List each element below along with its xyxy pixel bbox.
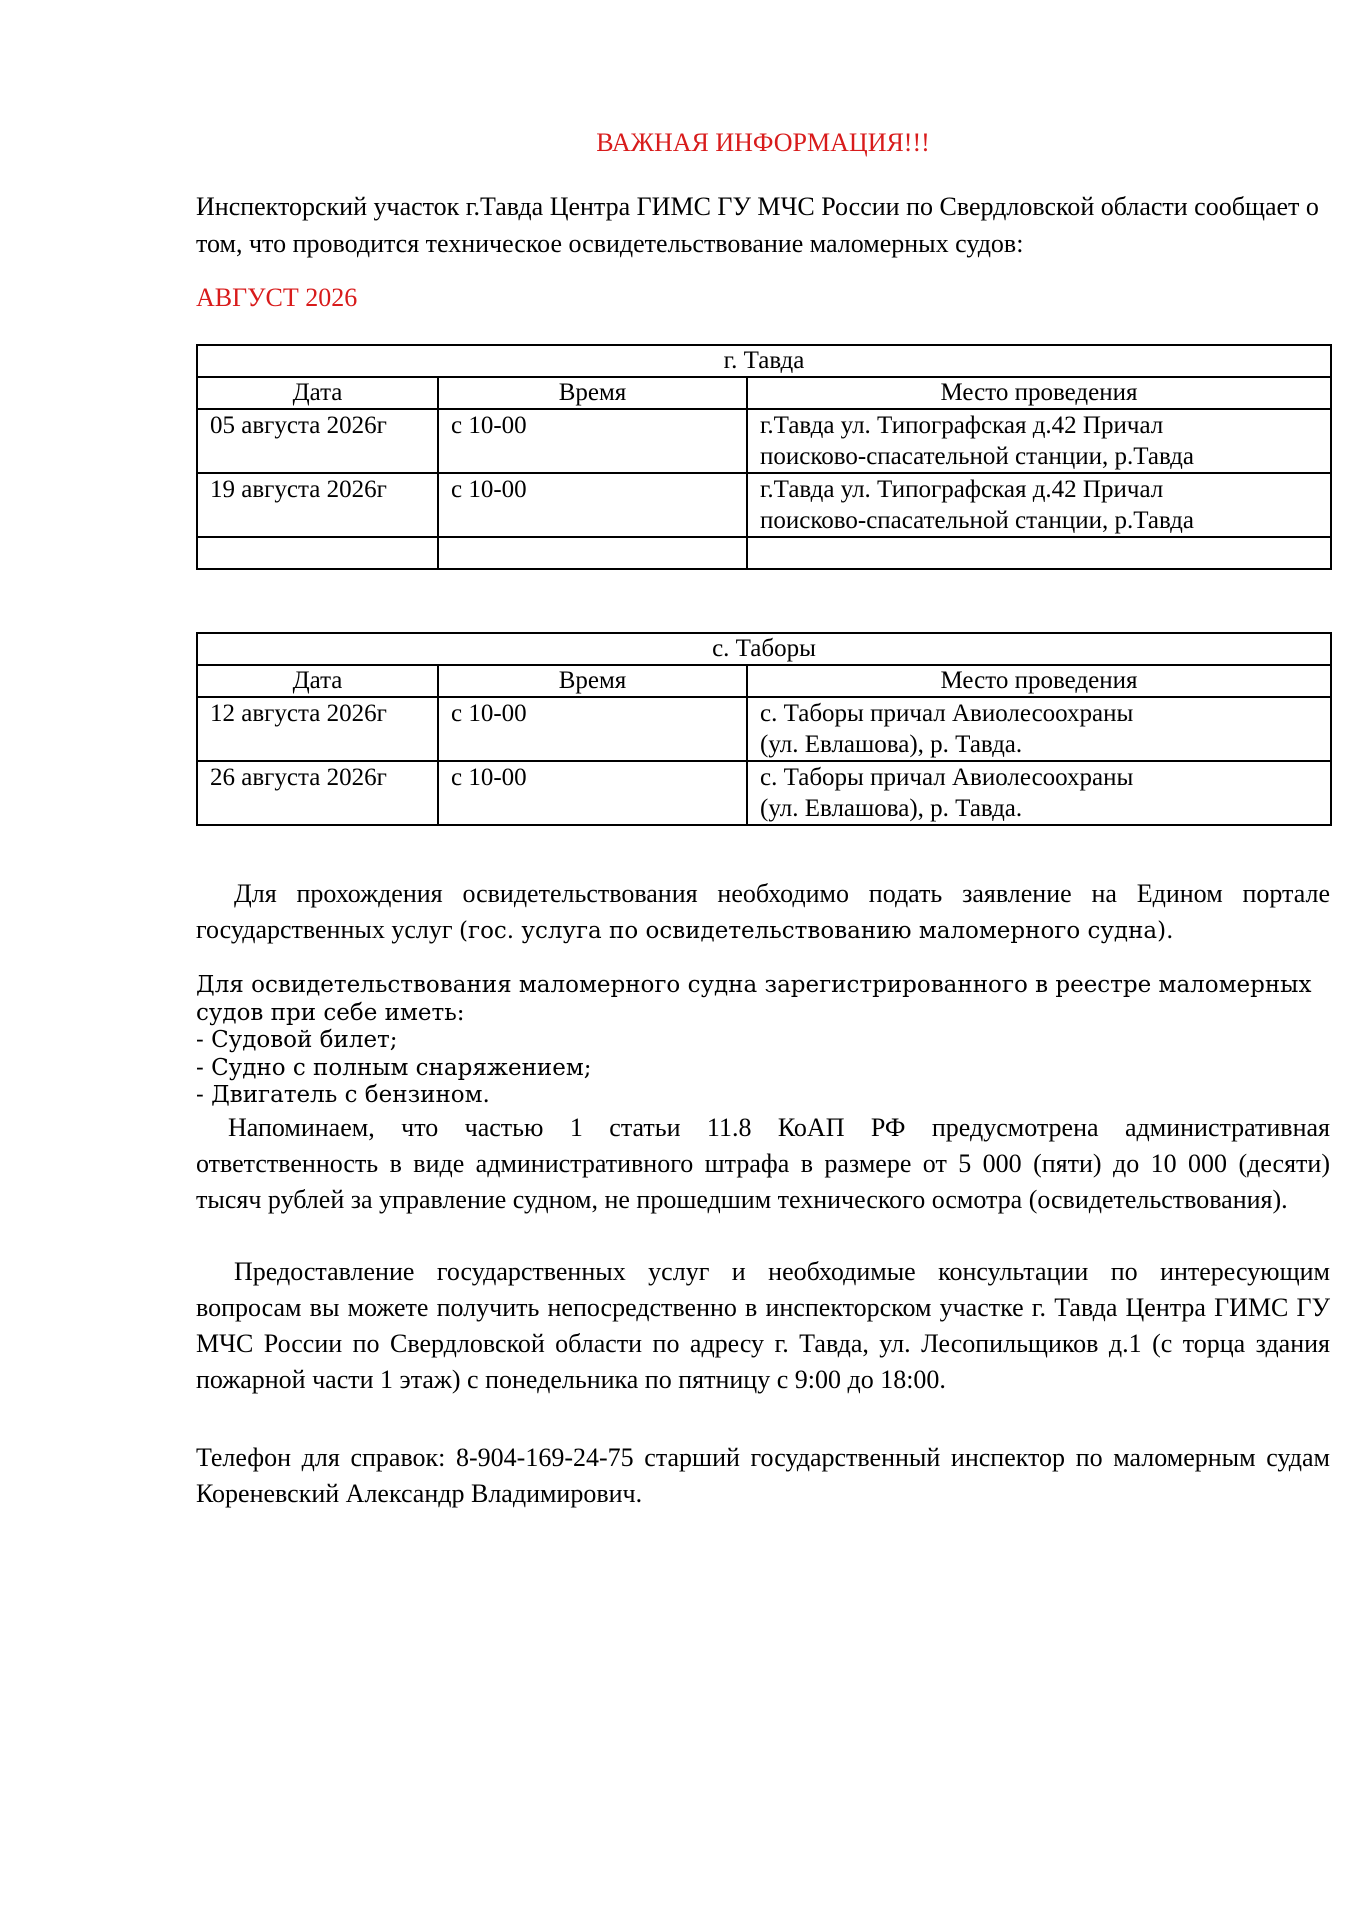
- table-location: г. Тавда: [197, 345, 1331, 377]
- intro-paragraph: Инспекторский участок г.Тавда Центра ГИМС ГУ МЧС России по Свердловской области сообщает о том, что проводится техническое освидетельствование маломерных судов:: [196, 192, 1319, 258]
- row-date: 12 августа 2026г: [197, 697, 438, 761]
- paragraph-phone: [196, 1440, 1330, 1512]
- month-heading: АВГУСТ 2026: [196, 283, 358, 312]
- row-place: [747, 409, 1331, 473]
- schedule-table-tabory: [196, 632, 1332, 826]
- paragraph-services-text: Предоставление государственных услуг и необходимые консультации по интересующим вопросам вы можете получить непосредственно в инспекторском участке г. Тавда Центра ГИМС ГУ МЧС России по Свердловской области по адресу г. Тавда, ул. Лесопильщиков д.1 (с торца здания пожарной части 1 этаж) с понедельника по пятницу с 9:00 до 18:00.: [196, 1257, 1330, 1394]
- requirements-block: [196, 972, 1330, 1110]
- requirement-item: - Судовой билет;: [196, 1027, 398, 1053]
- column-header-time: Время: [438, 665, 747, 697]
- row-place-line2: (ул. Евлашова), р. Тавда.: [760, 731, 1023, 758]
- table-row: [197, 473, 1331, 537]
- paragraph-fine: [196, 1110, 1330, 1218]
- table-row: [197, 409, 1331, 473]
- column-header-place: Место проведения: [747, 665, 1331, 697]
- paragraph-phone-text: Телефон для справок: 8-904-169-24-75 старший государственный инспектор по маломерным судам Кореневский Александр Владимирович.: [196, 1443, 1330, 1508]
- row-place-line2: поисково-спасательной станции, р.Тавда: [760, 443, 1194, 470]
- row-time: с 10-00: [438, 697, 747, 761]
- paragraph-portal-text: Для прохождения освидетельствования необходимо подать заявление на Едином портале государственных услуг: [196, 879, 1330, 944]
- column-header-date: Дата: [197, 665, 438, 697]
- row-place: [747, 697, 1331, 761]
- column-header-place: Место проведения: [747, 377, 1331, 409]
- paragraph-portal-emphasis: (гос. услуга по освидетельствованию маломерного судна).: [459, 918, 1174, 944]
- table-row: [197, 697, 1331, 761]
- table-row-empty: [197, 537, 1331, 569]
- row-place-line1: с. Таборы причал Авиолесоохраны: [760, 700, 1134, 727]
- table-row: [197, 761, 1331, 825]
- schedule-table-tavda: [196, 344, 1332, 570]
- row-place: [747, 761, 1331, 825]
- requirements-heading: Для освидетельствования маломерного судна зарегистрированного в реестре маломерных судов при себе иметь:: [196, 972, 1312, 1026]
- row-time: с 10-00: [438, 409, 747, 473]
- paragraph-services: [196, 1254, 1330, 1398]
- row-date: 05 августа 2026г: [197, 409, 438, 473]
- empty-cell: [438, 537, 747, 569]
- row-date: 19 августа 2026г: [197, 473, 438, 537]
- requirement-item: - Двигатель с бензином.: [196, 1082, 490, 1108]
- row-place: [747, 473, 1331, 537]
- row-place-line1: с. Таборы причал Авиолесоохраны: [760, 764, 1134, 791]
- requirement-item: - Судно с полным снаряжением;: [196, 1054, 592, 1081]
- notice-title: ВАЖНАЯ ИНФОРМАЦИЯ!!!: [596, 128, 930, 157]
- row-place-line2: (ул. Евлашова), р. Тавда.: [760, 795, 1023, 822]
- row-time: с 10-00: [438, 761, 747, 825]
- row-place-line2: поисково-спасательной станции, р.Тавда: [760, 507, 1194, 534]
- empty-cell: [747, 537, 1331, 569]
- column-header-time: Время: [438, 377, 747, 409]
- column-header-date: Дата: [197, 377, 438, 409]
- paragraph-fine-text: Напоминаем, что частью 1 статьи 11.8 КоАП РФ предусмотрена административная ответственность в виде административного штрафа в размере от 5 000 (пяти) до 10 000 (десяти) тысяч рублей за управление судном, не прошедшим технического осмотра (освидетельствования).: [196, 1113, 1330, 1214]
- row-date: 26 августа 2026г: [197, 761, 438, 825]
- row-time: с 10-00: [438, 473, 747, 537]
- row-place-line1: г.Тавда ул. Типографская д.42 Причал: [760, 476, 1164, 503]
- row-place-line1: г.Тавда ул. Типографская д.42 Причал: [760, 412, 1164, 439]
- empty-cell: [197, 537, 438, 569]
- paragraph-portal: [196, 876, 1330, 949]
- table-location: с. Таборы: [197, 633, 1331, 665]
